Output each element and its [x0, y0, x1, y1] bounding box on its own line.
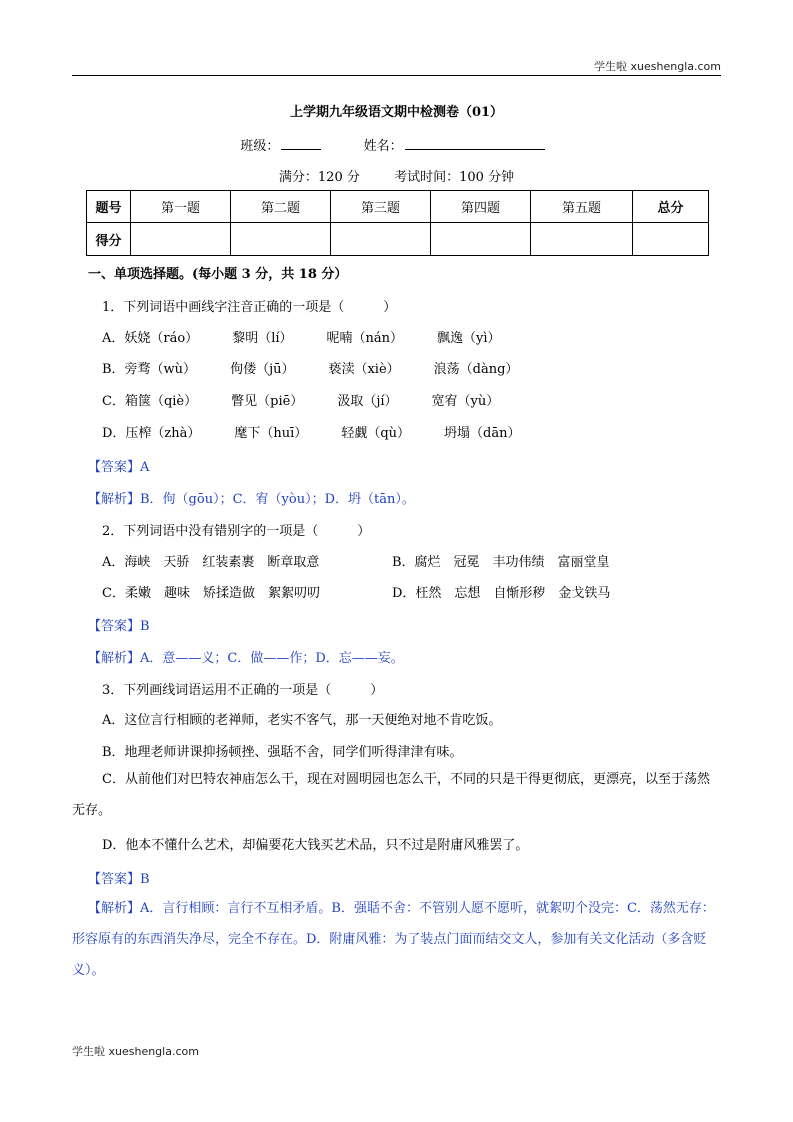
option-item: 亵渎（xiè）	[328, 362, 400, 377]
student-info-line	[0, 135, 793, 154]
option-c: C．从前他们对巴特农神庙怎么干，现在对圆明园也怎么干，不同的只是干得更彻底，更漂亮，以至于荡然无存。	[72, 772, 710, 818]
option-d: D．枉然 忘想 自惭形秽 金戈铁马	[392, 586, 611, 601]
question-stem: 2．下列词语中没有错别字的一项是（ ）	[102, 524, 371, 539]
option-item: 坍塌（dān）	[444, 426, 521, 441]
option-item: 呢喃（nán）	[326, 331, 404, 346]
answer-label: 【答案】B	[88, 619, 150, 634]
option-item: 瞥见（piē）	[231, 394, 304, 409]
class-label: 班级：	[240, 139, 280, 154]
analysis-text: 【解析】A．意——义；C．做——作；D．忘——妄。	[88, 651, 404, 666]
option-item: 麾下（huī）	[234, 426, 308, 441]
analysis-text: 【解析】A．言行相顾：言行不互相矛盾。B．强聒不舍：不管别人愿不愿听，就絮叨个没完：C．荡然无存：形容原有的东西消失净尽，完全不存在。D．附庸风雅：为了装点门面而结交文人，参加有关文化活动（多含贬义）。	[72, 901, 715, 978]
page-title: 上学期九年级语文期中检测卷（01）	[289, 105, 504, 120]
option-a	[102, 327, 535, 346]
answer-label: 【答案】B	[88, 872, 150, 887]
option-item: 宽宥（yù）	[431, 394, 500, 409]
option-d	[102, 422, 554, 441]
option-b: B．腐烂 冠冕 丰功伟绩 富丽堂皇	[392, 555, 610, 570]
option-item: B．旁骛（wù）	[102, 362, 197, 377]
option-item: 浪荡（dàng）	[433, 362, 519, 377]
analysis-text: 【解析】B．佝（gōu）；C．宥（yòu）；D．坍（tān）。	[88, 492, 415, 507]
question-stem: 1．下列词语中画线字注音正确的一项是（ ）	[102, 300, 397, 315]
header-cell-q2: 第二题	[231, 191, 331, 223]
option-b: B．地理老师讲课抑扬顿挫、强聒不舍，同学们听得津津有味。	[102, 745, 463, 760]
option-a: A．海峡 天骄 红装素裹 断章取意	[102, 555, 320, 570]
option-d: D．他本不懂什么艺术，却偏要花大钱买艺术品，只不过是附庸风雅罢了。	[102, 838, 529, 853]
score-row-label: 得分	[87, 223, 131, 256]
score-cell[interactable]	[331, 223, 431, 256]
header-cell-q3: 第三题	[331, 191, 431, 223]
header-divider	[72, 75, 721, 76]
option-b	[102, 358, 552, 377]
option-item: 飘逸（yì）	[437, 331, 501, 346]
answer-label: 【答案】A	[88, 460, 150, 475]
option-a: A．这位言行相顾的老禅师，老实不客气，那一天便绝对地不肯吃饭。	[102, 713, 502, 728]
header-cell-q4: 第四题	[431, 191, 531, 223]
option-item: 佝偻（jū）	[230, 362, 295, 377]
class-field[interactable]	[281, 137, 321, 150]
option-item: 轻觑（qù）	[341, 426, 411, 441]
score-cell[interactable]	[131, 223, 231, 256]
option-item: D．压榨（zhà）	[102, 426, 201, 441]
footer-brand: 学生啦 xueshengla.com	[72, 1045, 199, 1058]
option-item: 黎明（lí）	[232, 331, 293, 346]
name-label: 姓名：	[363, 139, 403, 154]
question-stem: 3．下列画线词语运用不正确的一项是（ ）	[102, 683, 384, 698]
header-brand: 学生啦 xueshengla.com	[594, 60, 721, 73]
score-cell[interactable]	[531, 223, 633, 256]
score-cell[interactable]	[431, 223, 531, 256]
name-field[interactable]	[405, 137, 545, 150]
option-c	[102, 390, 533, 409]
option-item: A．妖娆（ráo）	[102, 331, 199, 346]
score-table	[86, 190, 709, 256]
score-cell[interactable]	[633, 223, 709, 256]
option-item: 汲取（jí）	[337, 394, 398, 409]
score-cell[interactable]	[231, 223, 331, 256]
full-score-info: 满分：120 分	[278, 170, 360, 185]
option-c: C．柔嫩 趣味 矫揉造做 絮絮叨叨	[102, 586, 320, 601]
option-item: C．箱箧（qiè）	[102, 394, 198, 409]
section-heading: 一、单项选择题。(每小题 3 分，共 18 分）	[88, 267, 348, 282]
header-cell-number: 题号	[87, 191, 131, 223]
header-cell-q1: 第一题	[131, 191, 231, 223]
header-cell-total: 总分	[633, 191, 709, 223]
exam-info-line	[0, 166, 793, 185]
header-cell-q5: 第五题	[531, 191, 633, 223]
exam-time-info: 考试时间：100 分钟	[394, 170, 515, 185]
